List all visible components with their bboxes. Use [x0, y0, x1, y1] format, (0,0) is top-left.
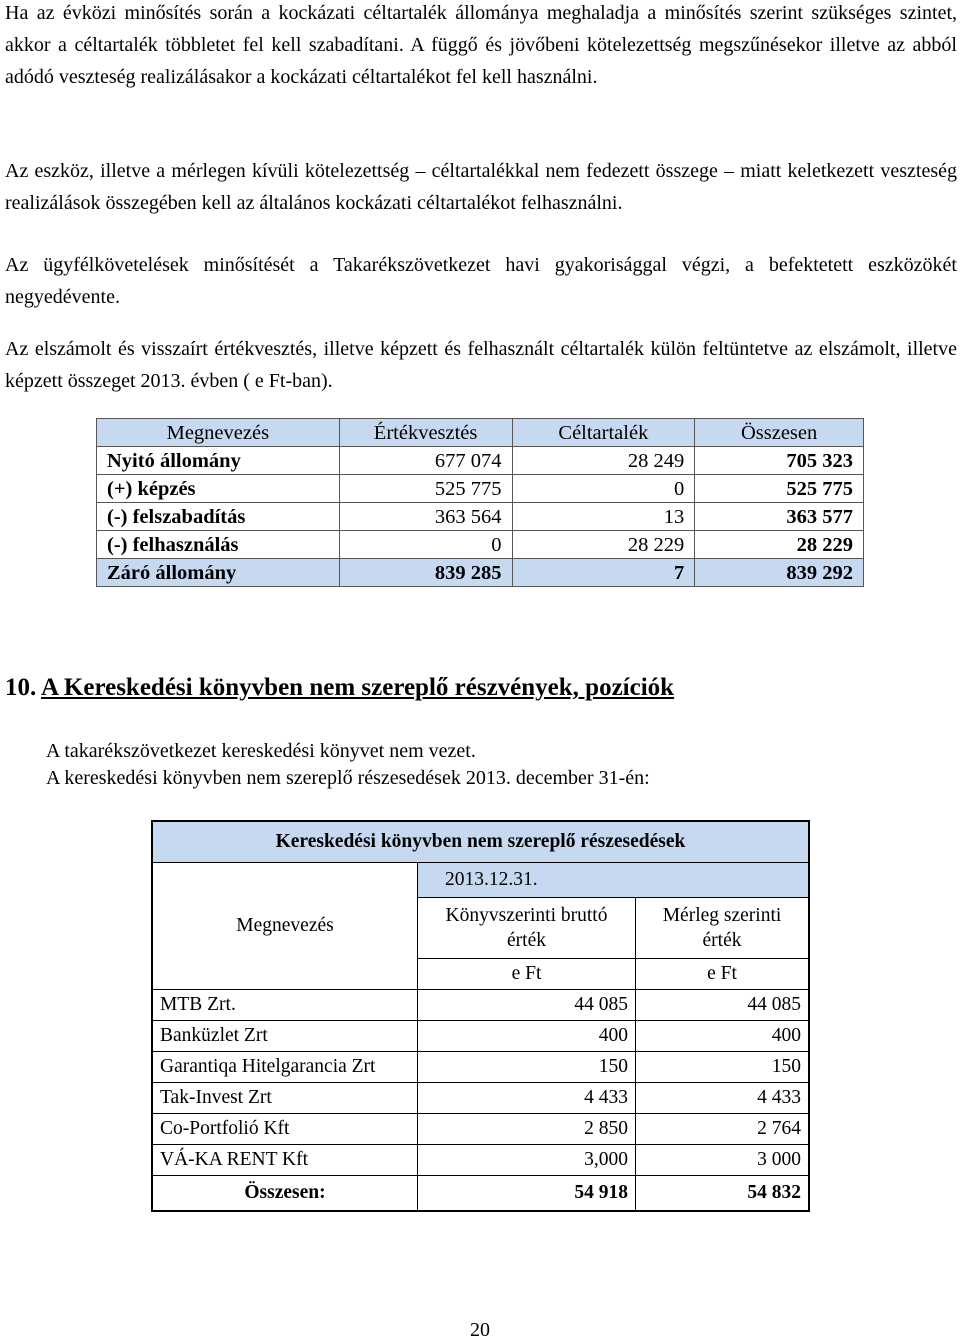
- holdings-title-row: [152, 821, 809, 863]
- row-label: (-) felhasználás: [97, 531, 340, 559]
- net-value-line-2: érték: [702, 930, 742, 951]
- holdings-row: [152, 1083, 809, 1114]
- holdings-table: [151, 820, 810, 1212]
- holding-name: Garantiqa Hitelgarancia Zrt: [152, 1052, 418, 1083]
- provision-value: 13: [512, 503, 695, 531]
- paragraph-reserve-release: Ha az évközi minősítés során a kockázati céltartalék állománya meghaladja a minősítés szerint szükséges szintet, akkor a céltartalék többletet fel kell szabadítani. A függő és jövőbeni kötelezettség megszűnésekor illetve az abból adódó veszteség realizálásakor a kockázati céltartalékot fel kell használni.: [5, 2, 957, 88]
- section-title: A Kereskedési könyvben nem szereplő részvények, pozíciók: [41, 674, 675, 701]
- impairment-value: 0: [339, 531, 512, 559]
- holding-gross: 400: [418, 1021, 636, 1052]
- holding-gross: 44 085: [418, 990, 636, 1021]
- paragraph-client-rating: Az ügyfélkövetelések minősítését a Takarékszövetkezet havi gyakorisággal végzi, a befektetett eszközökét negyedévente.: [5, 254, 957, 308]
- column-header-provision: Céltartalék: [512, 419, 695, 447]
- table-row-closing: [97, 559, 864, 587]
- column-header-impairment: Értékvesztés: [339, 419, 512, 447]
- table-row-release: [97, 503, 864, 531]
- impairment-value: 677 074: [339, 447, 512, 475]
- impairment-value: 363 564: [339, 503, 512, 531]
- holding-name: VÁ-KA RENT Kft: [152, 1145, 418, 1176]
- holding-name: Tak-Invest Zrt: [152, 1083, 418, 1114]
- unit-net: e Ft: [636, 959, 810, 990]
- total-value: 363 577: [695, 503, 864, 531]
- holding-gross: 3,000: [418, 1145, 636, 1176]
- section-heading: [5, 672, 674, 704]
- total-value: 28 229: [695, 531, 864, 559]
- holding-net: 4 433: [636, 1083, 810, 1114]
- total-label: Összesen:: [152, 1176, 418, 1212]
- row-label: (-) felszabadítás: [97, 503, 340, 531]
- column-header-name: Megnevezés: [236, 915, 334, 936]
- column-header-gross-value: [418, 898, 636, 959]
- total-gross: 54 918: [418, 1176, 636, 1212]
- holdings-row: [152, 1021, 809, 1052]
- holding-name: Co-Portfolió Kft: [152, 1114, 418, 1145]
- page-number: 20: [470, 1319, 490, 1341]
- holdings-row: [152, 1052, 809, 1083]
- row-label: Nyitó állomány: [97, 447, 340, 475]
- column-header-total: Összesen: [695, 419, 864, 447]
- row-label: (+) képzés: [97, 475, 340, 503]
- holding-gross: 150: [418, 1052, 636, 1083]
- total-value: 525 775: [695, 475, 864, 503]
- holdings-row: [152, 1114, 809, 1145]
- total-net: 54 832: [636, 1176, 810, 1212]
- provision-value: 28 249: [512, 447, 695, 475]
- provision-value: 28 229: [512, 531, 695, 559]
- impairment-value: 525 775: [339, 475, 512, 503]
- gross-value-line-2: érték: [507, 930, 546, 951]
- holdings-title: Kereskedési könyvben nem szereplő részesedések: [152, 821, 809, 863]
- total-value: 705 323: [695, 447, 864, 475]
- holding-net: 44 085: [636, 990, 810, 1021]
- holding-net: 400: [636, 1021, 810, 1052]
- net-value-line-1: Mérleg szerinti: [662, 905, 782, 926]
- table-row-creation: [97, 475, 864, 503]
- holdings-total-row: [152, 1176, 809, 1212]
- holding-net: 150: [636, 1052, 810, 1083]
- holding-gross: 2 850: [418, 1114, 636, 1145]
- row-label: Záró állomány: [97, 559, 340, 587]
- holdings-row: [152, 990, 809, 1021]
- section-number: 10.: [5, 674, 37, 701]
- table-row-usage: [97, 531, 864, 559]
- holding-name: Banküzlet Zrt: [152, 1021, 418, 1052]
- section-line-holdings-date: A kereskedési könyvben nem szereplő részesedések 2013. december 31-én:: [46, 767, 650, 789]
- gross-value-line-1: Könyvszerinti bruttó: [445, 905, 608, 926]
- holdings-date-row: [152, 863, 809, 898]
- provision-value: 7: [512, 559, 695, 587]
- paragraph-loss-realization: Az eszköz, illetve a mérlegen kívüli kötelezettség – céltartalékkal nem fedezett összege – miatt keletkezett veszteség realizálások összegében kell az általános kockázati céltartalékot felhasználni.: [5, 160, 957, 214]
- table-header-row: [97, 419, 864, 447]
- unit-gross: e Ft: [418, 959, 636, 990]
- table-row-opening: [97, 447, 864, 475]
- column-header-name: Megnevezés: [97, 419, 340, 447]
- provision-value: 0: [512, 475, 695, 503]
- section-line-trading-book: A takarékszövetkezet kereskedési könyvet nem vezet.: [46, 740, 476, 762]
- impairment-value: 839 285: [339, 559, 512, 587]
- paragraph-impairment-intro: Az elszámolt és visszaírt értékvesztés, illetve képzett és felhasznált céltartalék külön feltüntetve az elszámolt, illetve képzett összeget 2013. évben ( e Ft-ban).: [5, 338, 957, 392]
- total-value: 839 292: [695, 559, 864, 587]
- impairment-provision-table: [96, 418, 864, 587]
- column-header-net-value: [636, 898, 810, 959]
- holdings-date: 2013.12.31.: [418, 863, 810, 898]
- holding-name: MTB Zrt.: [152, 990, 418, 1021]
- holding-net: 3 000: [636, 1145, 810, 1176]
- holding-net: 2 764: [636, 1114, 810, 1145]
- holdings-row: [152, 1145, 809, 1176]
- holding-gross: 4 433: [418, 1083, 636, 1114]
